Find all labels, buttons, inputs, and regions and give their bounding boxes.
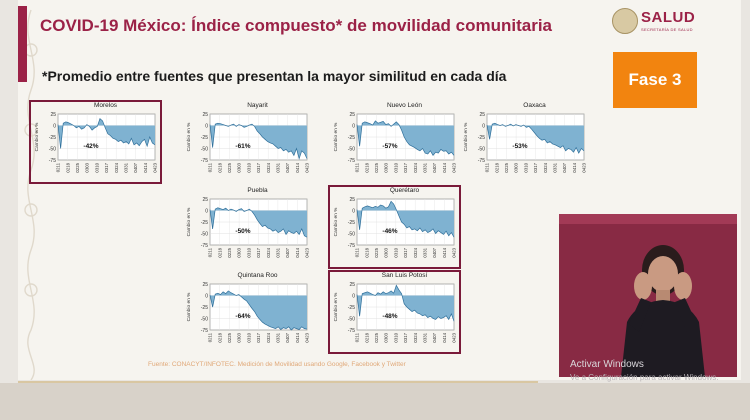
- x-tick-label: 0218: [217, 248, 223, 258]
- chart-title: Quintana Roo: [237, 272, 278, 279]
- y-tick-label: 25: [349, 112, 355, 118]
- y-tick-label: -50: [200, 316, 208, 323]
- x-tick-label: 0331: [275, 333, 281, 343]
- x-tick-label: 0407: [133, 163, 139, 173]
- y-axis-label: Cambio en %: [334, 292, 339, 322]
- y-tick-label: -25: [347, 135, 355, 141]
- x-tick-label: 0324: [412, 163, 418, 173]
- x-tick-label: 0317: [256, 333, 262, 343]
- y-tick-label: 0: [53, 123, 56, 130]
- chart-title: San Luis Potosí: [381, 272, 428, 279]
- x-tick-label: 0407: [432, 248, 438, 258]
- x-tick-label: 0423: [304, 248, 310, 258]
- x-tick-label: 0303: [383, 248, 389, 258]
- y-tick-label: -50: [347, 231, 355, 238]
- x-tick-label: 0225: [374, 248, 379, 258]
- y-tick-label: 25: [50, 112, 56, 118]
- x-tick-label: 0331: [123, 163, 129, 173]
- x-tick-label: 0211: [55, 163, 61, 173]
- chart-annotation: -57%: [382, 143, 398, 150]
- x-tick-label: 0218: [364, 333, 370, 343]
- chart-title: Puebla: [247, 187, 268, 194]
- x-tick-label: 0407: [285, 163, 291, 173]
- y-axis-label: Cambio en %: [334, 207, 339, 237]
- y-axis-label: Cambio en %: [35, 122, 40, 152]
- y-tick-label: -50: [477, 146, 485, 153]
- x-tick-label: 0407: [285, 248, 291, 258]
- y-tick-label: 0: [482, 123, 485, 130]
- y-tick-label: 0: [352, 208, 355, 215]
- y-tick-label: 0: [352, 123, 355, 130]
- chart-plot: [460, 102, 589, 182]
- x-tick-label: 0324: [412, 333, 418, 343]
- y-tick-label: -75: [200, 243, 208, 249]
- y-tick-label: -25: [347, 305, 355, 311]
- x-tick-label: 0423: [451, 248, 457, 258]
- x-tick-label: 0211: [207, 248, 213, 258]
- x-tick-label: 0414: [294, 163, 300, 173]
- chart-title: Oaxaca: [523, 102, 546, 109]
- interpreter-video: [559, 214, 737, 377]
- chart-annotation: -48%: [382, 313, 398, 320]
- chart-panel: [183, 102, 312, 182]
- x-tick-label: 0324: [412, 248, 418, 258]
- chart-annotation: -46%: [382, 228, 398, 235]
- x-tick-label: 0211: [207, 333, 213, 343]
- x-tick-label: 0414: [142, 163, 148, 173]
- y-tick-label: 25: [202, 282, 208, 288]
- y-axis-label: Cambio en %: [187, 292, 192, 322]
- x-tick-label: 0414: [441, 333, 447, 343]
- x-tick-label: 0331: [275, 248, 281, 258]
- y-tick-label: -25: [200, 135, 208, 141]
- chart-annotation: -64%: [235, 313, 251, 320]
- x-tick-label: 0317: [533, 163, 539, 173]
- y-axis-label: Cambio en %: [334, 122, 339, 152]
- x-tick-label: 0317: [256, 248, 262, 258]
- x-tick-label: 0225: [227, 248, 232, 258]
- x-tick-label: 0218: [217, 163, 223, 173]
- x-tick-label: 0324: [542, 163, 548, 173]
- x-tick-label: 0310: [94, 163, 100, 173]
- salud-logo: [612, 8, 702, 36]
- phase-badge: Fase 3: [613, 52, 697, 108]
- x-tick-label: 0310: [393, 163, 399, 173]
- chart-annotation: -50%: [235, 228, 251, 235]
- x-tick-label: 0211: [484, 163, 490, 173]
- x-tick-label: 0414: [441, 248, 447, 258]
- y-tick-label: 0: [205, 123, 208, 130]
- page-title: COVID-19 México: Índice compuesto* de movilidad comunitaria: [40, 16, 553, 35]
- x-tick-label: 0423: [451, 163, 457, 173]
- y-tick-label: -75: [347, 243, 355, 249]
- x-tick-label: 0303: [383, 333, 389, 343]
- y-axis-label: Cambio en %: [187, 207, 192, 237]
- x-tick-label: 0310: [393, 248, 399, 258]
- x-tick-label: 0310: [246, 248, 252, 258]
- x-tick-label: 0423: [152, 163, 158, 173]
- chart-plot: [330, 102, 459, 182]
- chart-title: Nuevo León: [386, 102, 423, 109]
- x-tick-label: 0324: [265, 333, 271, 343]
- x-tick-label: 0211: [207, 163, 213, 173]
- y-tick-label: -50: [347, 316, 355, 323]
- chart-panel: [183, 187, 312, 267]
- x-tick-label: 0310: [246, 163, 252, 173]
- y-tick-label: -75: [347, 158, 355, 164]
- x-tick-label: 0414: [571, 163, 577, 173]
- chart-plot: [183, 102, 312, 182]
- x-tick-label: 0310: [523, 163, 529, 173]
- x-tick-label: 0331: [422, 333, 428, 343]
- x-tick-label: 0303: [383, 163, 389, 173]
- x-tick-label: 0211: [354, 163, 360, 173]
- x-tick-label: 0225: [75, 163, 80, 173]
- x-tick-label: 0218: [65, 163, 71, 173]
- x-tick-label: 0407: [432, 333, 438, 343]
- x-tick-label: 0218: [494, 163, 500, 173]
- x-tick-label: 0324: [113, 163, 119, 173]
- x-tick-label: 0414: [294, 248, 300, 258]
- x-tick-label: 0317: [403, 163, 409, 173]
- x-tick-label: 0423: [451, 333, 457, 343]
- y-tick-label: -25: [48, 135, 56, 141]
- x-tick-label: 0423: [304, 163, 310, 173]
- y-tick-label: 25: [202, 112, 208, 118]
- x-tick-label: 0303: [236, 163, 242, 173]
- y-tick-label: -50: [200, 146, 208, 153]
- y-tick-label: 0: [352, 293, 355, 300]
- y-tick-label: -75: [200, 158, 208, 164]
- y-tick-label: -50: [200, 231, 208, 238]
- x-tick-label: 0211: [354, 248, 360, 258]
- x-tick-label: 0423: [304, 333, 310, 343]
- chart-title: Nayarit: [247, 102, 268, 109]
- x-tick-label: 0225: [227, 333, 232, 343]
- x-tick-label: 0414: [441, 163, 447, 173]
- chart-panel: [330, 102, 459, 182]
- title-accent-bar: [18, 6, 27, 82]
- x-tick-label: 0303: [236, 248, 242, 258]
- activation-watermark-title: Activar Windows: [570, 359, 644, 370]
- chart-highlight-frame: [29, 100, 162, 184]
- x-tick-label: 0303: [513, 163, 519, 173]
- logo-name: SALUD: [641, 9, 696, 26]
- y-tick-label: -25: [200, 305, 208, 311]
- y-tick-label: -75: [477, 158, 485, 164]
- chart-annotation: -53%: [512, 143, 528, 150]
- interpreter-figure: [559, 214, 737, 377]
- y-tick-label: -50: [347, 146, 355, 153]
- chart-plot: [183, 187, 312, 267]
- y-tick-label: 25: [349, 197, 355, 203]
- y-tick-label: 0: [205, 293, 208, 300]
- x-tick-label: 0331: [552, 163, 558, 173]
- y-tick-label: 25: [479, 112, 485, 118]
- x-tick-label: 0414: [294, 333, 300, 343]
- seal-icon: [612, 8, 638, 34]
- x-tick-label: 0317: [403, 333, 409, 343]
- y-axis-label: Cambio en %: [187, 122, 192, 152]
- x-tick-label: 0331: [422, 163, 428, 173]
- y-tick-label: 0: [205, 208, 208, 215]
- x-tick-label: 0225: [227, 163, 232, 173]
- chart-annotation: -42%: [83, 143, 99, 150]
- chart-panel: [183, 272, 312, 352]
- y-tick-label: -25: [347, 220, 355, 226]
- y-tick-label: -75: [200, 328, 208, 334]
- page-subtitle: *Promedio entre fuentes que presentan la mayor similitud en cada día: [42, 68, 507, 84]
- x-tick-label: 0317: [104, 163, 110, 173]
- y-tick-label: -75: [48, 158, 56, 164]
- x-tick-label: 0310: [393, 333, 399, 343]
- chart-title: Morelos: [93, 102, 118, 109]
- bottom-band: [0, 383, 750, 420]
- x-tick-label: 0218: [364, 163, 370, 173]
- x-tick-label: 0331: [275, 163, 281, 173]
- logo-tagline: SECRETARÍA DE SALUD: [641, 27, 693, 32]
- x-tick-label: 0211: [354, 333, 360, 343]
- x-tick-label: 0324: [265, 163, 271, 173]
- x-tick-label: 0317: [256, 163, 262, 173]
- chart-highlight-frame: [328, 270, 461, 354]
- x-tick-label: 0225: [374, 163, 379, 173]
- y-tick-label: -75: [347, 328, 355, 334]
- y-tick-label: -25: [200, 220, 208, 226]
- x-tick-label: 0303: [236, 333, 242, 343]
- y-tick-label: 25: [202, 197, 208, 203]
- x-tick-label: 0331: [422, 248, 428, 258]
- x-tick-label: 0225: [374, 333, 379, 343]
- y-tick-label: -50: [48, 146, 56, 153]
- chart-title: Querétaro: [389, 187, 420, 194]
- x-tick-label: 0407: [285, 333, 291, 343]
- chart-annotation: -61%: [235, 143, 251, 150]
- chart-plot: [183, 272, 312, 352]
- y-axis-label: Cambio en %: [464, 122, 469, 152]
- x-tick-label: 0324: [265, 248, 271, 258]
- x-tick-label: 0317: [403, 248, 409, 258]
- x-tick-label: 0303: [84, 163, 90, 173]
- x-tick-label: 0218: [217, 333, 223, 343]
- chart-panel: [460, 102, 589, 182]
- x-tick-label: 0423: [581, 163, 587, 173]
- x-tick-label: 0310: [246, 333, 252, 343]
- x-tick-label: 0225: [504, 163, 509, 173]
- source-note: Fuente: CONACYT/INFOTEC. Medición de Movilidad usando Google, Facebook y Twitter: [148, 361, 406, 368]
- activation-watermark-text: Ve a Configuración para activar Windows.: [570, 373, 719, 382]
- x-tick-label: 0407: [562, 163, 568, 173]
- x-tick-label: 0218: [364, 248, 370, 258]
- y-tick-label: 25: [349, 282, 355, 288]
- x-tick-label: 0407: [432, 163, 438, 173]
- y-tick-label: -25: [477, 135, 485, 141]
- chart-highlight-frame: [328, 185, 461, 269]
